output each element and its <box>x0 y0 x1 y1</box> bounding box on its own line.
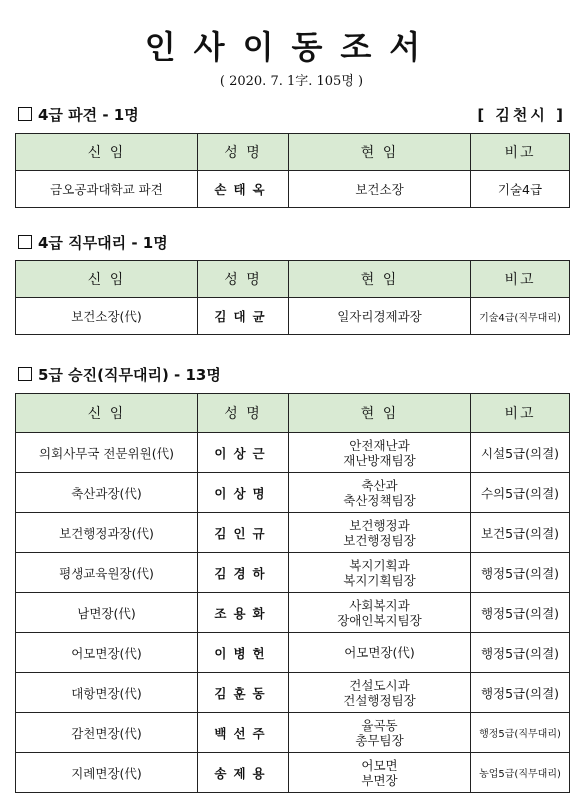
header-new: 신 임 <box>16 394 198 433</box>
table-row <box>16 433 570 473</box>
document-subtitle: ( 2020. 7. 1字. 105명 ) <box>219 74 364 89</box>
cell-note: 보건5급(의결) <box>471 513 570 553</box>
cell-current: 안전재난과 재난방재팀장 <box>289 433 471 473</box>
cell-current: 보건소장 <box>289 171 471 208</box>
cell-note: 수의5급(의결) <box>471 473 570 513</box>
cell-new: 금오공과대학교 파견 <box>16 171 198 208</box>
checkbox-icon <box>18 107 32 121</box>
header-new: 신 임 <box>16 261 198 298</box>
section-heading <box>18 232 566 254</box>
cell-note: 농업5급(직무대리) <box>471 753 570 793</box>
cell-note: 행정5급(의결) <box>471 633 570 673</box>
cell-name: 송제용 <box>198 753 289 793</box>
table-section-1 <box>15 133 570 208</box>
cell-current: 건설도시과 건설행정팀장 <box>289 673 471 713</box>
cell-new: 평생교육원장(代) <box>16 553 198 593</box>
table-row <box>16 593 570 633</box>
cell-note: 기술4급 <box>471 171 570 208</box>
cell-current: 축산과 축산정책팀장 <box>289 473 471 513</box>
cell-note: 행정5급(의결) <box>471 593 570 633</box>
table-row <box>16 513 570 553</box>
cell-name: 손태옥 <box>198 171 289 208</box>
cell-note: 시설5급(의결) <box>471 433 570 473</box>
cell-current: 사회복지과 장애인복지팀장 <box>289 593 471 633</box>
section-title: 5급 승진(직무대리) - 13명 <box>38 366 221 384</box>
cell-name: 김대균 <box>198 298 289 335</box>
table-section-3 <box>15 393 570 793</box>
cell-note: 행정5급(의결) <box>471 553 570 593</box>
cell-new: 감천면장(代) <box>16 713 198 753</box>
table-row <box>16 553 570 593</box>
cell-name: 김인규 <box>198 513 289 553</box>
cell-new: 축산과장(代) <box>16 473 198 513</box>
table-header-row <box>16 394 570 433</box>
header-current: 현 임 <box>289 261 471 298</box>
checkbox-icon <box>18 367 32 381</box>
header-name: 성 명 <box>198 261 289 298</box>
section-heading <box>18 364 566 386</box>
header-name: 성 명 <box>198 394 289 433</box>
table-row <box>16 753 570 793</box>
table-section-2 <box>15 260 570 335</box>
cell-current: 일자리경제과장 <box>289 298 471 335</box>
header-new: 신 임 <box>16 134 198 171</box>
section-title: 4급 직무대리 - 1명 <box>38 234 168 252</box>
table-row <box>16 673 570 713</box>
cell-note: 행정5급(직무대리) <box>471 713 570 753</box>
header-current: 현 임 <box>289 134 471 171</box>
section-title: 4급 파견 - 1명 <box>38 106 139 124</box>
document-title: 인사이동조서 <box>144 28 439 66</box>
table-row <box>16 713 570 753</box>
cell-current: 보건행정과 보건행정팀장 <box>289 513 471 553</box>
cell-note: 기술4급(직무대리) <box>471 298 570 335</box>
header-note: 비고 <box>471 394 570 433</box>
cell-new: 보건소장(代) <box>16 298 198 335</box>
header-current: 현 임 <box>289 394 471 433</box>
cell-current: 어모면 부면장 <box>289 753 471 793</box>
cell-new: 지례면장(代) <box>16 753 198 793</box>
cell-name: 백선주 <box>198 713 289 753</box>
cell-new: 의회사무국 전문위원(代) <box>16 433 198 473</box>
section-heading <box>18 104 566 126</box>
table-row <box>16 171 570 208</box>
cell-new: 대항면장(代) <box>16 673 198 713</box>
checkbox-icon <box>18 235 32 249</box>
cell-name: 김경하 <box>198 553 289 593</box>
cell-current: 율곡동 총무팀장 <box>289 713 471 753</box>
cell-name: 이병헌 <box>198 633 289 673</box>
cell-name: 김훈동 <box>198 673 289 713</box>
table-row <box>16 633 570 673</box>
cell-current: 복지기획과 복지기획팀장 <box>289 553 471 593</box>
cell-name: 조용화 <box>198 593 289 633</box>
table-row <box>16 473 570 513</box>
cell-new: 보건행정과장(代) <box>16 513 198 553</box>
cell-new: 남면장(代) <box>16 593 198 633</box>
cell-current: 어모면장(代) <box>289 633 471 673</box>
table-row <box>16 298 570 335</box>
table-header-row <box>16 261 570 298</box>
header-name: 성 명 <box>198 134 289 171</box>
org-label: [ 김천시 ] <box>477 106 566 124</box>
cell-new: 어모면장(代) <box>16 633 198 673</box>
cell-name: 이상명 <box>198 473 289 513</box>
table-header-row <box>16 134 570 171</box>
cell-name: 이상근 <box>198 433 289 473</box>
cell-note: 행정5급(의결) <box>471 673 570 713</box>
header-note: 비고 <box>471 261 570 298</box>
header-note: 비고 <box>471 134 570 171</box>
